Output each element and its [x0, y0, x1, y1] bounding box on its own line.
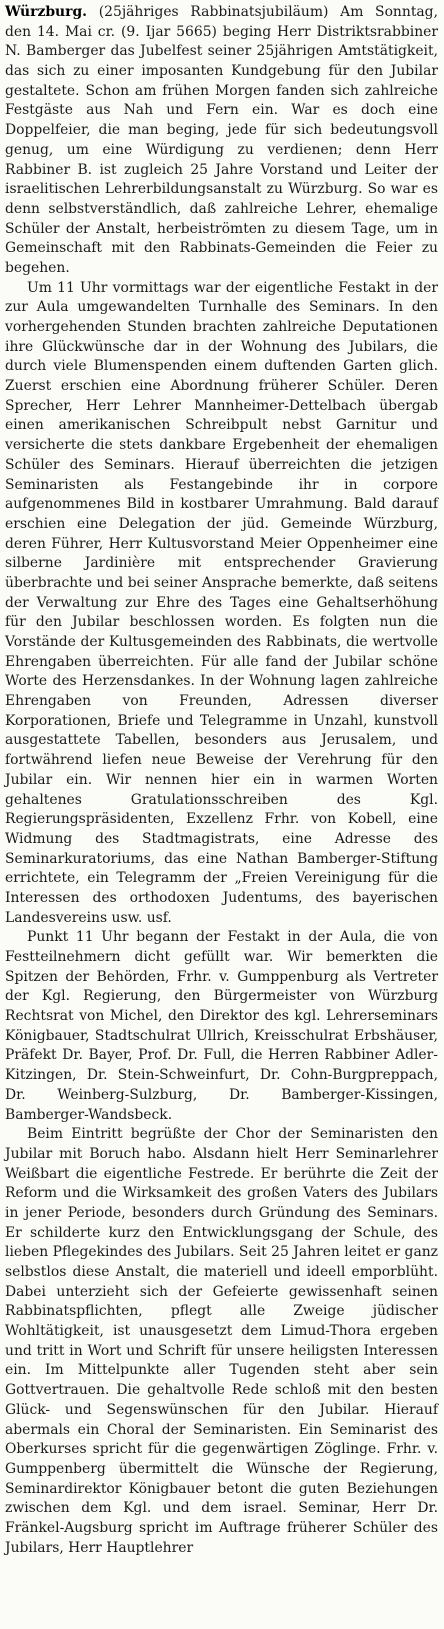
article-heading-note: (25jähriges Rabbinatsjubiläum) [98, 4, 329, 20]
article-paragraph-4: Beim Eintritt begrüßte der Chor der Seminaristen den Jubilar mit Boruch habo. Alsdann hielt Herr Seminarlehrer Weißbart die eigentliche Festrede. Er berührte die Zeit der Reform und die Wirksamkeit des großen Vaters des Jubilars in jener Periode, besonders durch Gründung des Seminars. Er schilderte kurz den Entwicklungsgang der Schule, des lieben Pflegekindes des Jubilars. Seit 25 Jahren leitet er ganz selbstlos diese Anstalt, die materiell und ideell emporblüht. Dabei unterzieht sich der Gefeierte gewissenhaft seinen Rabbinatspflichten, pflegt alle Zweige jüdischer Wohltätigkeit, ist unausgesetzt dem Limud-Thora ergeben und tritt in Wort und Schrift für unsere heiligsten Interessen ein. Im Mittelpunkte aller Tugenden steht aber sein Gottvertrauen. Die gehaltvolle Rede schloß mit den besten Glück- und Segenswünschen für den Jubilar. Hierauf abermals ein Choral der Seminaristen. Ein Seminarist des Oberkurses spricht für die gegenwärtigen Zöglinge. Frhr. v. Gumppenberg übermittelt die Wünsche der Regierung, Seminardirektor Königbauer betont die guten Beziehungen zwischen dem Kgl. und dem israel. Seminar, Herr Dr. Fränkel-Augsburg spricht im Auftrage früherer Schüler des Jubilars, Herr Hauptlehrer [5, 1126, 438, 1556]
article-paragraph-3: Punkt 11 Uhr begann der Festakt in der Aula, die von Festteilnehmern dicht gefüllt war. Wir bemerkten die Spitzen der Behörden, Frhr. v. Gumppenburg als Vertreter der Kgl. Regierung, den Bürgermeister von Würzburg Rechtsrat von Michel, den Direktor des kgl. Lehrerseminars Königbauer, Stadtschulrat Ullrich, Kreisschulrat Erbshäuser, Präfekt Dr. Bayer, Prof. Dr. Full, die Herren Rabbiner Adler-Kitzingen, Dr. Stein-Schweinfurt, Dr. Cohn-Burgpreppach, Dr. Weinberg-Sulzburg, Dr. Bamberger-Kissingen, Bamberger-Wandsbeck. [5, 929, 438, 1123]
article-body [5, 3, 438, 1558]
article-paragraph-1 [5, 3, 438, 279]
article-paragraph-2: Um 11 Uhr vormittags war der eigentliche Festakt in der zur Aula umgewandelten Turnhalle des Seminars. In den vorhergehenden Stunden brachten zahlreiche Deputationen ihre Glückwünsche dar in der Wohnung des Jubilars, die durch viele Blumenspenden einem duftenden Garten glich. Zuerst erschien eine Abordnung früherer Schüler. Deren Sprecher, Herr Lehrer Mannheimer-Dettelbach übergab einen amerikanischen Schreibpult nebst Garnitur und versicherte die stets dankbare Ergebenheit der ehemaligen Schüler des Seminars. Hierauf überreichten die jetzigen Seminaristen als Festangebinde ihr in corpore aufgenommenes Bild in kostbarer Umrahmung. Bald darauf erschien eine Delegation der jüd. Gemeinde Würzburg, deren Führer, Herr Kultusvorstand Meier Oppenheimer eine silberne Jardinière mit entsprechender Gravierung überbrachte und bei seiner Ansprache bemerkte, daß seitens der Verwaltung zur Ehre des Tages eine Gehaltserhöhung für den Jubilar beschlossen worden. Es folgten nun die Vorstände der Kultusgemeinden des Rabbinats, die wertvolle Ehrengaben überreichten. Für alle fand der Jubilar schöne Worte des Herzensdankes. In der Wohnung lagen zahlreiche Ehrengaben von Freunden, Adressen diverser Korporationen, Briefe und Telegramme in Unzahl, kunstvoll ausgestattete Tabellen, besonders aus Jerusalem, und fortwährend liefen neue Beweise der Verehrung für den Jubilar ein. Wir nennen hier ein in warmen Worten gehaltenes Gratulationsschreiben des Kgl. Regierungspräsidenten, Exzellenz Frhr. von Kobell, eine Widmung des Stadtmagistrats, eine Adresse des Seminarkuratoriums, das eine Nathan Bamberger-Stiftung errichtete, ein Telegramm der „Freien Vereinigung für die Interessen des orthodoxen Judentums, des bayerischen Landesvereins usw. usf. [5, 279, 438, 926]
paragraph-text: Am Sonntag, den 14. Mai cr. (9. Ijar 5665) beging Herr Distriktsrabbiner N. Bamberger das Jubelfest seiner 25jährigen Amtstätigkeit, das sich zu einer imposanten Kundgebung für den Jubilar gestaltete. Schon am frühen Morgen fanden sich zahlreiche Festgäste aus Nah und Fern ein. War es doch eine Doppelfeier, die man beging, jede für sich bedeutungsvoll genug, um eine Würdigung zu verdienen; denn Herr Rabbiner B. ist zugleich 25 Jahre Vorstand und Leiter der israelitischen Lehrerbildungsanstalt zu Würzburg. So war es denn selbstverständlich, daß zahlreiche Lehrer, ehemalige Schüler der Anstalt, herbeiströmten zu diesem Tage, um in Gemeinschaft mit den Rabbinats-Gemeinden die Feier zu begehen. [5, 4, 438, 276]
dateline-place: Würzburg. [5, 4, 88, 20]
